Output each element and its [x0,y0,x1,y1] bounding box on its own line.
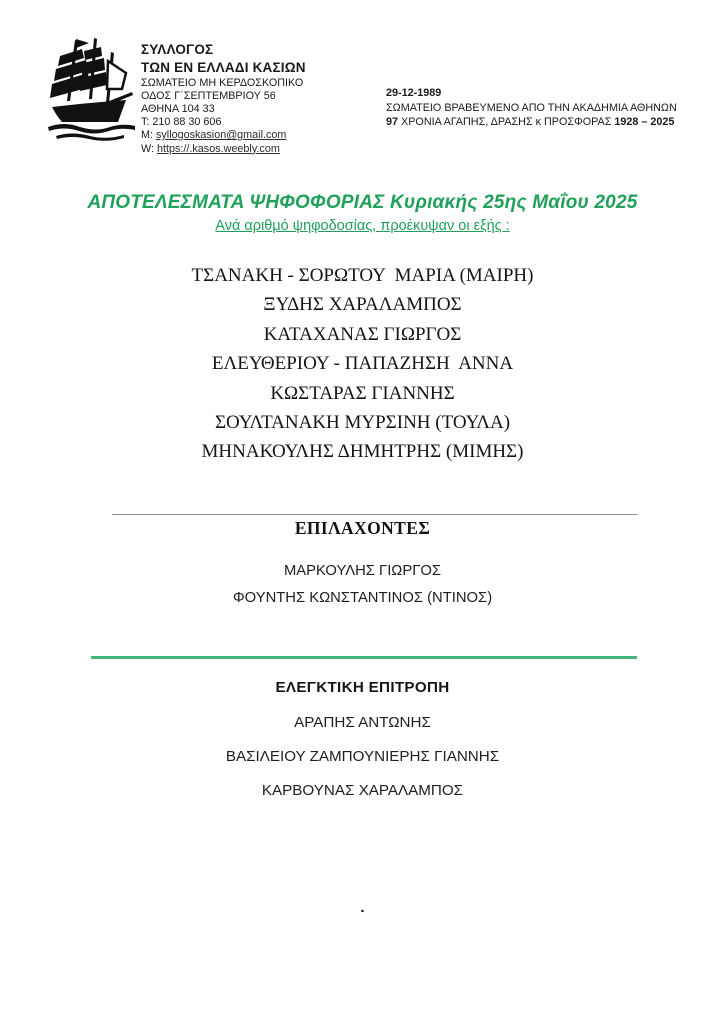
runner-up-name: ΦΟΥΝΤΗΣ ΚΩΝΣΤΑΝΤΙΝΟΣ (ΝΤΙΝΟΣ) [232,590,493,606]
runners-up-list [0,558,725,612]
runners-up-heading: ΕΠΙΛΑΧΟΝΤΕΣ [294,518,431,538]
org-address: ΟΔΟΣ Γ΄ΣΕΠΤΕΜΒΡΙΟΥ 56 [141,90,276,102]
green-divider [91,656,637,659]
org-email-line [141,129,381,143]
org-name-line1: ΣΥΛΛΟΓΟΣ [141,42,214,57]
founded-date: 29-12-1989 [386,87,442,99]
footer-dot: . [360,899,365,916]
letterhead-info-block [386,86,706,130]
years-range: 1928 – 2025 [614,116,675,129]
elected-list [0,261,725,467]
elected-name: ΞΥΔΗΣ ΧΑΡΑΛΑΜΠΟΣ [263,294,462,316]
audit-member-name: ΒΑΣΙΛΕΙΟΥ ΖΑΜΠΟΥΝΙΕΡΗΣ ΓΙΑΝΝΗΣ [225,748,500,765]
years-text: ΧΡΟΝΙΑ ΑΓΑΠΗΣ, ΔΡΑΣΗΣ κ ΠΡΟΣΦΟΡΑΣ [398,116,615,129]
years-line [386,115,706,130]
underscore-divider [112,514,638,515]
elected-name: ΣΟΥΛΤΑΝΑΚΗ ΜΥΡΣΙΝΗ (ΤΟΥΛΑ) [214,412,511,434]
web-label: W: [141,142,157,155]
sailing-ship-icon [46,37,138,143]
email-link[interactable]: syllogoskasion@gmail.com [156,129,287,141]
org-name-line2: ΤΩΝ ΕΝ ΕΛΛΑΔΙ ΚΑΣΙΩΝ [141,60,306,75]
audit-committee-list [0,706,725,808]
audit-committee-heading: ΕΛΕΓΚΤΙΚΗ ΕΠΙΤΡΟΠΗ [275,679,450,696]
elected-name: ΕΛΕΥΘΕΡΙΟΥ - ΠΑΠΑΖΗΣΗ ΑΝΝΑ [211,353,514,375]
runner-up-name: ΜΑΡΚΟΥΛΗΣ ΓΙΩΡΓΟΣ [283,563,442,579]
results-title: ΑΠΟΤΕΛΕΣΜΑΤΑ ΨΗΦΟΦΟΡΙΑΣ Κυριακής 25ης Μαΐου 2025 [87,192,638,213]
org-city: ΑΘΗΝΑ 104 33 [141,103,215,115]
website-link[interactable]: https://.kasos.weebly.com [157,142,280,155]
audit-member-name: ΚΑΡΒΟΥΝΑΣ ΧΑΡΑΛΑΜΠΟΣ [261,782,464,799]
elected-name: ΤΣΑΝΑΚΗ - ΣΟΡΩΤΟΥ ΜΑΡΙΑ (ΜΑΙΡΗ) [191,265,534,286]
results-subtitle: Ανά αριθμό ψηφοδοσίας, προέκυψαν οι εξής : [215,218,510,234]
email-label: M: [141,129,156,141]
org-website-line [141,143,381,157]
org-phone: T: 210 88 30 606 [141,116,222,128]
elected-name: ΜΗΝΑΚΟΥΛΗΣ ΔΗΜΗΤΡΗΣ (ΜΙΜΗΣ) [201,441,524,463]
elected-name: ΚΩΣΤΑΡΑΣ ΓΙΑΝΝΗΣ [270,382,455,404]
letterhead-org-block [141,41,381,156]
years-number: 97 [386,116,399,129]
org-type: ΣΩΜΑΤΕΙΟ ΜΗ ΚΕΡΔΟΣΚΟΠΙΚΟ [141,77,304,89]
award-line: ΣΩΜΑΤΕΙΟ ΒΡΑΒΕΥΜΕΝΟ ΑΠΟ ΤΗΝ ΑΚΑΔΗΜΙΑ ΑΘΗΝΩΝ [386,101,677,114]
elected-name: ΚΑΤΑΧΑΝΑΣ ΓΙΩΡΓΟΣ [263,323,462,345]
audit-member-name: ΑΡΑΠΗΣ ΑΝΤΩΝΗΣ [294,714,431,731]
